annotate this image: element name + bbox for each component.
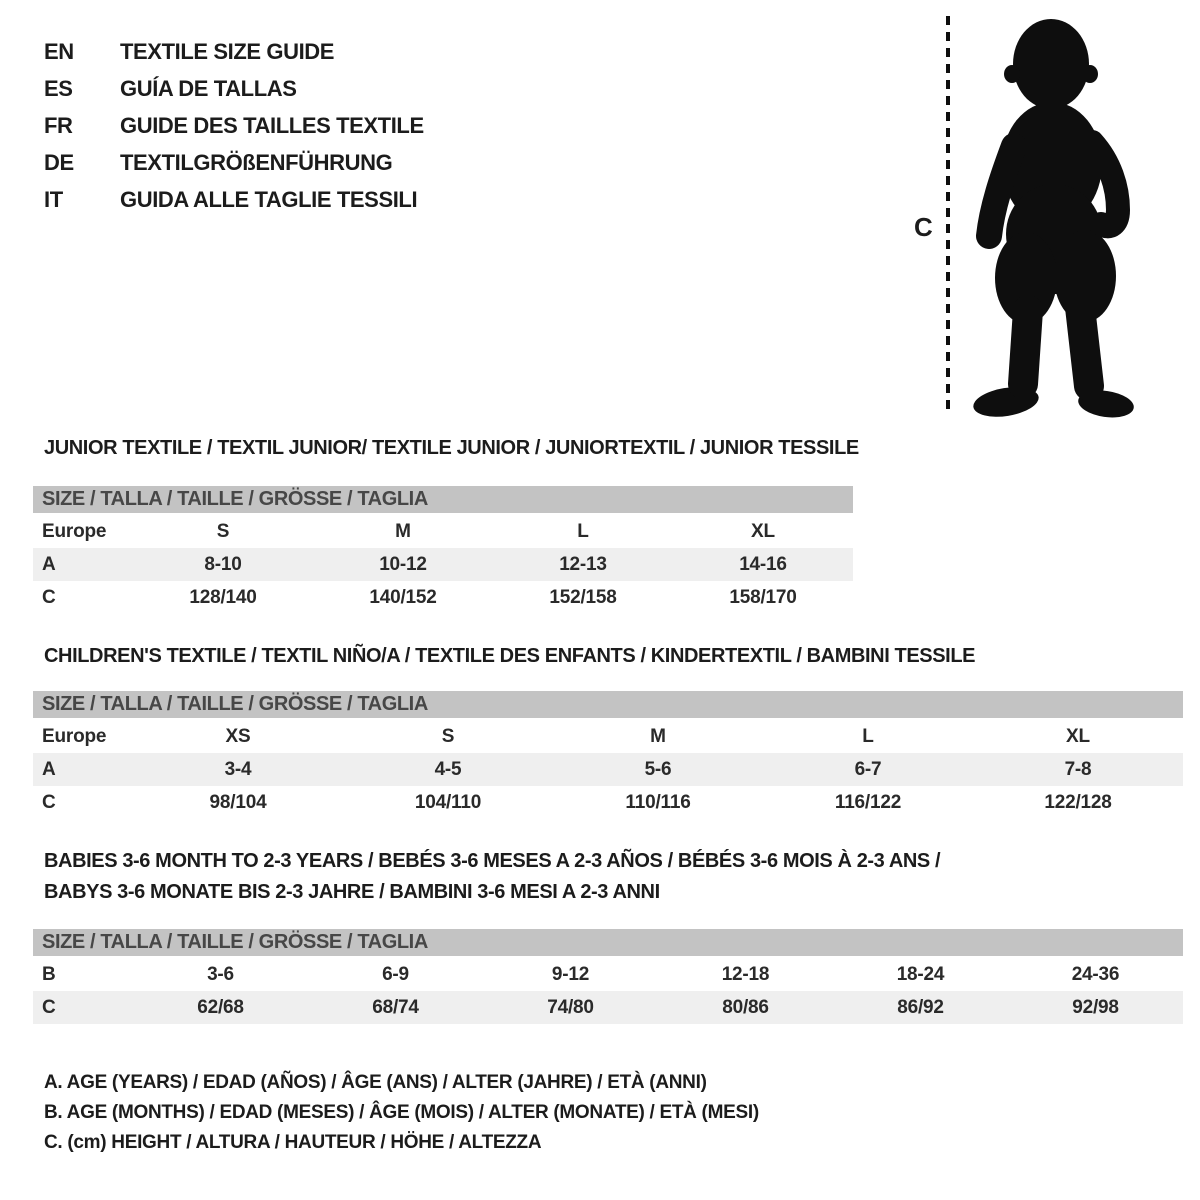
- table-row-europe: [33, 515, 853, 548]
- table-cell: 24-36: [1071, 964, 1120, 985]
- table-cell: 3-6: [207, 964, 234, 985]
- language-code: ES: [44, 76, 73, 101]
- table-cell: M: [650, 726, 666, 747]
- children-size-table: [33, 691, 1183, 819]
- toddler-silhouette-image: [968, 12, 1140, 422]
- legend-line: B. AGE (MONTHS) / EDAD (MESES) / ÂGE (MOIS) / ALTER (MONATE) / ETÀ (MESI): [44, 1102, 759, 1123]
- table-cell: 74/80: [547, 997, 594, 1018]
- table-row-b: [33, 958, 1183, 991]
- table-row-europe: [33, 720, 1183, 753]
- babies-size-table: [33, 929, 1183, 1024]
- table-cell: S: [441, 726, 455, 747]
- language-code: DE: [44, 150, 74, 175]
- table-cell: 98/104: [209, 792, 267, 813]
- row-label: Europe: [42, 521, 107, 542]
- junior-heading: [44, 433, 859, 464]
- table-cell: 86/92: [897, 997, 944, 1018]
- table-cell: 104/110: [414, 792, 482, 813]
- table-cell: 9-12: [551, 964, 590, 985]
- table-cell: 4-5: [434, 759, 462, 780]
- children-heading-line: CHILDREN'S TEXTILE / TEXTIL NIÑO/A / TEXTILE DES ENFANTS / KINDERTEXTIL / BAMBINI TESSILE: [44, 645, 976, 667]
- guide-title-en: TEXTILE SIZE GUIDE: [120, 39, 335, 64]
- table-cell: L: [577, 521, 589, 542]
- table-cell: 62/68: [197, 997, 244, 1018]
- table-cell: 10-12: [379, 554, 427, 575]
- language-title-list: [44, 40, 424, 211]
- table-row-c: [33, 786, 1183, 819]
- size-table-header: SIZE / TALLA / TAILLE / GRÖSSE / TAGLIA: [33, 691, 1183, 718]
- table-cell: 140/152: [369, 587, 437, 608]
- row-label: C: [42, 792, 56, 813]
- table-cell: 7-8: [1064, 759, 1092, 780]
- table-cell: XL: [751, 521, 775, 542]
- table-cell: 18-24: [896, 964, 945, 985]
- table-cell: 68/74: [372, 997, 419, 1018]
- size-table-header: SIZE / TALLA / TAILLE / GRÖSSE / TAGLIA: [33, 929, 1183, 956]
- table-row-a: [33, 548, 853, 581]
- junior-heading-line: JUNIOR TEXTILE / TEXTIL JUNIOR/ TEXTILE JUNIOR / JUNIORTEXTIL / JUNIOR TESSILE: [44, 437, 859, 459]
- table-cell: 92/98: [1072, 997, 1119, 1018]
- table-cell: XS: [225, 726, 251, 747]
- row-label: A: [42, 554, 56, 575]
- table-cell: 116/122: [834, 792, 902, 813]
- table-row-a: [33, 753, 1183, 786]
- babies-heading: [44, 846, 940, 908]
- junior-section: [42, 433, 859, 608]
- table-cell: S: [216, 521, 230, 542]
- row-label: A: [42, 759, 56, 780]
- table-cell: 6-7: [854, 759, 882, 780]
- babies-heading-line: BABIES 3-6 MONTH TO 2-3 YEARS / BEBÉS 3-6 MESES A 2-3 AÑOS / BÉBÉS 3-6 MOIS À 2-3 ANS /: [44, 850, 941, 872]
- legend-line: C. (cm) HEIGHT / ALTURA / HAUTEUR / HÖHE / ALTEZZA: [44, 1132, 542, 1153]
- babies-section: [42, 846, 1120, 1018]
- size-table-header: SIZE / TALLA / TAILLE / GRÖSSE / TAGLIA: [33, 486, 853, 513]
- guide-title-de: TEXTILGRÖßENFÜHRUNG: [120, 150, 393, 175]
- table-cell: 3-4: [224, 759, 252, 780]
- height-dashed-line: [946, 16, 950, 414]
- language-code: IT: [44, 187, 63, 212]
- language-code: FR: [44, 113, 73, 138]
- children-heading: [44, 641, 975, 672]
- table-row-c: [33, 581, 853, 614]
- height-measure-label: C: [914, 212, 933, 242]
- table-row-c: [33, 991, 1183, 1024]
- table-cell: 110/116: [625, 792, 691, 813]
- table-cell: 12-13: [559, 554, 607, 575]
- children-section: [42, 641, 1112, 813]
- table-cell: 128/140: [189, 587, 257, 608]
- row-label: C: [42, 587, 56, 608]
- table-cell: 122/128: [1044, 792, 1112, 813]
- legend-line: A. AGE (YEARS) / EDAD (AÑOS) / ÂGE (ANS) / ALTER (JAHRE) / ETÀ (ANNI): [44, 1072, 707, 1093]
- row-label: Europe: [42, 726, 107, 747]
- table-cell: L: [862, 726, 874, 747]
- table-cell: M: [395, 521, 411, 542]
- table-cell: 80/86: [722, 997, 769, 1018]
- table-cell: 152/158: [549, 587, 617, 608]
- guide-title-fr: GUIDE DES TAILLES TEXTILE: [120, 113, 424, 138]
- row-label: B: [42, 964, 56, 985]
- guide-title-it: GUIDA ALLE TAGLIE TESSILI: [120, 187, 418, 212]
- guide-title-es: GUÍA DE TALLAS: [120, 76, 297, 101]
- row-label: C: [42, 997, 56, 1018]
- language-code: EN: [44, 39, 74, 64]
- babies-heading-line: BABYS 3-6 MONATE BIS 2-3 JAHRE / BAMBINI 3-6 MESI A 2-3 ANNI: [44, 881, 660, 903]
- measurement-legend: [44, 1068, 759, 1158]
- table-cell: 8-10: [204, 554, 242, 575]
- table-cell: XL: [1066, 726, 1090, 747]
- table-cell: 12-18: [721, 964, 770, 985]
- table-cell: 14-16: [739, 554, 787, 575]
- table-cell: 158/170: [729, 587, 797, 608]
- table-cell: 6-9: [382, 964, 409, 985]
- table-cell: 5-6: [644, 759, 672, 780]
- junior-size-table: [33, 486, 853, 614]
